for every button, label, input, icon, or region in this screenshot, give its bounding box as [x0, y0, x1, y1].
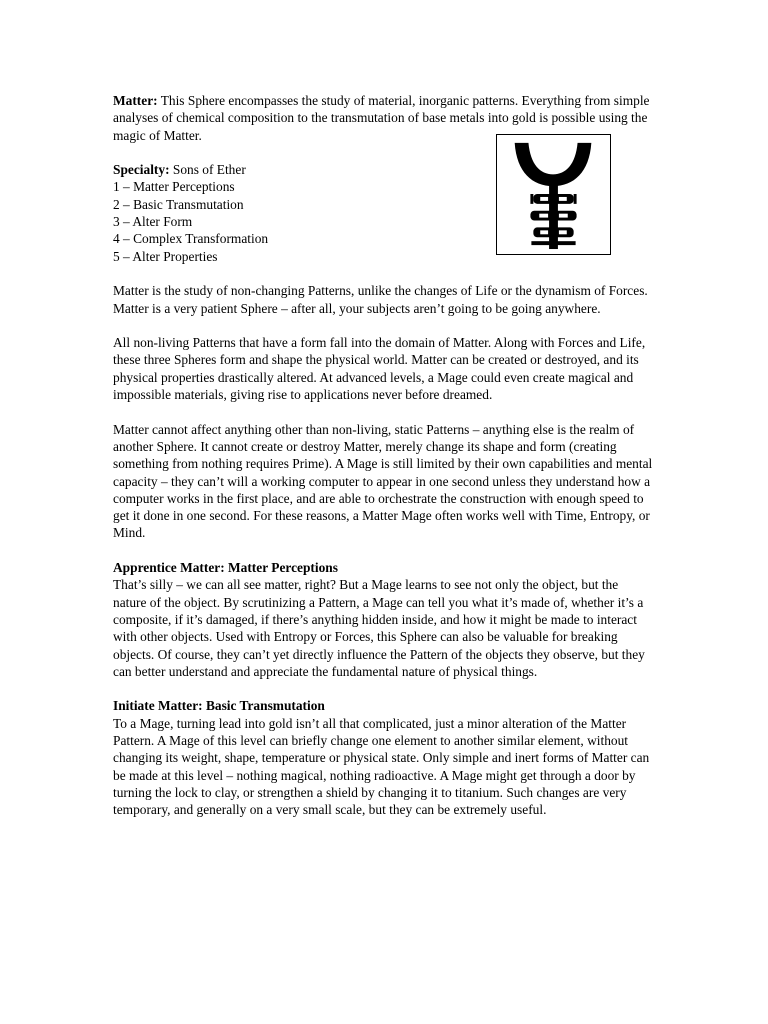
- intro-label: Matter:: [113, 93, 158, 108]
- body-paragraph: Matter is the study of non-changing Patterns, unlike the changes of Life or the dynamism of Forces. Matter is a very patient Sphere – after all, your subjects aren’t going to be going anywhere.: [113, 283, 648, 316]
- intro-text: This Sphere encompasses the study of material, inorganic patterns. Everything from simple analyses of chemical composition to the transmutation of base metals into gold is possible using the magic of Matter.: [113, 93, 650, 143]
- section-initiate: [113, 697, 653, 818]
- section-apprentice: [113, 559, 653, 680]
- matter-sphere-glyph-icon: [497, 135, 610, 254]
- level-item: 1 – Matter Perceptions: [113, 179, 235, 195]
- section-heading: Initiate Matter: Basic Transmutation: [113, 698, 325, 714]
- body-paragraph: All non-living Patterns that have a form fall into the domain of Matter. Along with Forces and Life, these three Spheres form and shape the physical world. Matter can be created or destroyed, and its physical properties drastically altered. At advanced levels, a Mage could even create magical and impossible materials, giving rise to applications never before dreamed.: [113, 335, 646, 403]
- section-heading: Apprentice Matter: Matter Perceptions: [113, 560, 338, 576]
- section-body: To a Mage, turning lead into gold isn’t all that complicated, just a minor alteration of the Matter Pattern. A Mage of this level can briefly change one element to another similar element, without changing its weight, shape, temperature or physical state. Only simple and inert forms of Matter can be made at this level – nothing magical, nothing radioactive. A Mage might get through a door by turning the lock to clay, or strengthen a shield by changing it to titanium. Such changes are very temporary, and generally on a very small scale, but they can be extremely useful.: [113, 715, 650, 818]
- specialty-value: Sons of Ether: [169, 162, 246, 178]
- level-item: 3 – Alter Form: [113, 214, 193, 230]
- matter-symbol-icon: [496, 134, 611, 255]
- section-body: That’s silly – we can all see matter, right? But a Mage learns to see not only the object, but the nature of the object. By scrutinizing a Pattern, a Mage can tell you what it’s made of, whether it’s a composite, if it’s damaged, if there’s anything hidden inside, and how it might be made to interact with other objects. Used with Entropy or Forces, this Sphere can also be valuable for breaking objects. Of course, they can’t yet directly influence the Pattern of the objects they observe, but they can better understand and appreciate the fundamental nature of physical things.: [113, 577, 645, 679]
- body-paragraph: Matter cannot affect anything other than non-living, static Patterns – anything else is the realm of another Sphere. It cannot create or destroy Matter, merely change its shape and form (creating something from nothing requires Prime). A Mage is still limited by their own capabilities and mental capacity – they can’t will a working computer to appear in one second unless they understand how a computer works in the first place, and are able to orchestrate the construction with enough speed to get it done in one second. For these reasons, a Matter Mage often works well with Time, Entropy, or Mind.: [113, 421, 653, 541]
- specialty-label: Specialty:: [113, 162, 170, 178]
- level-item: 2 – Basic Transmutation: [113, 196, 244, 212]
- level-item: 4 – Complex Transformation: [113, 231, 269, 247]
- level-item: 5 – Alter Properties: [113, 248, 218, 264]
